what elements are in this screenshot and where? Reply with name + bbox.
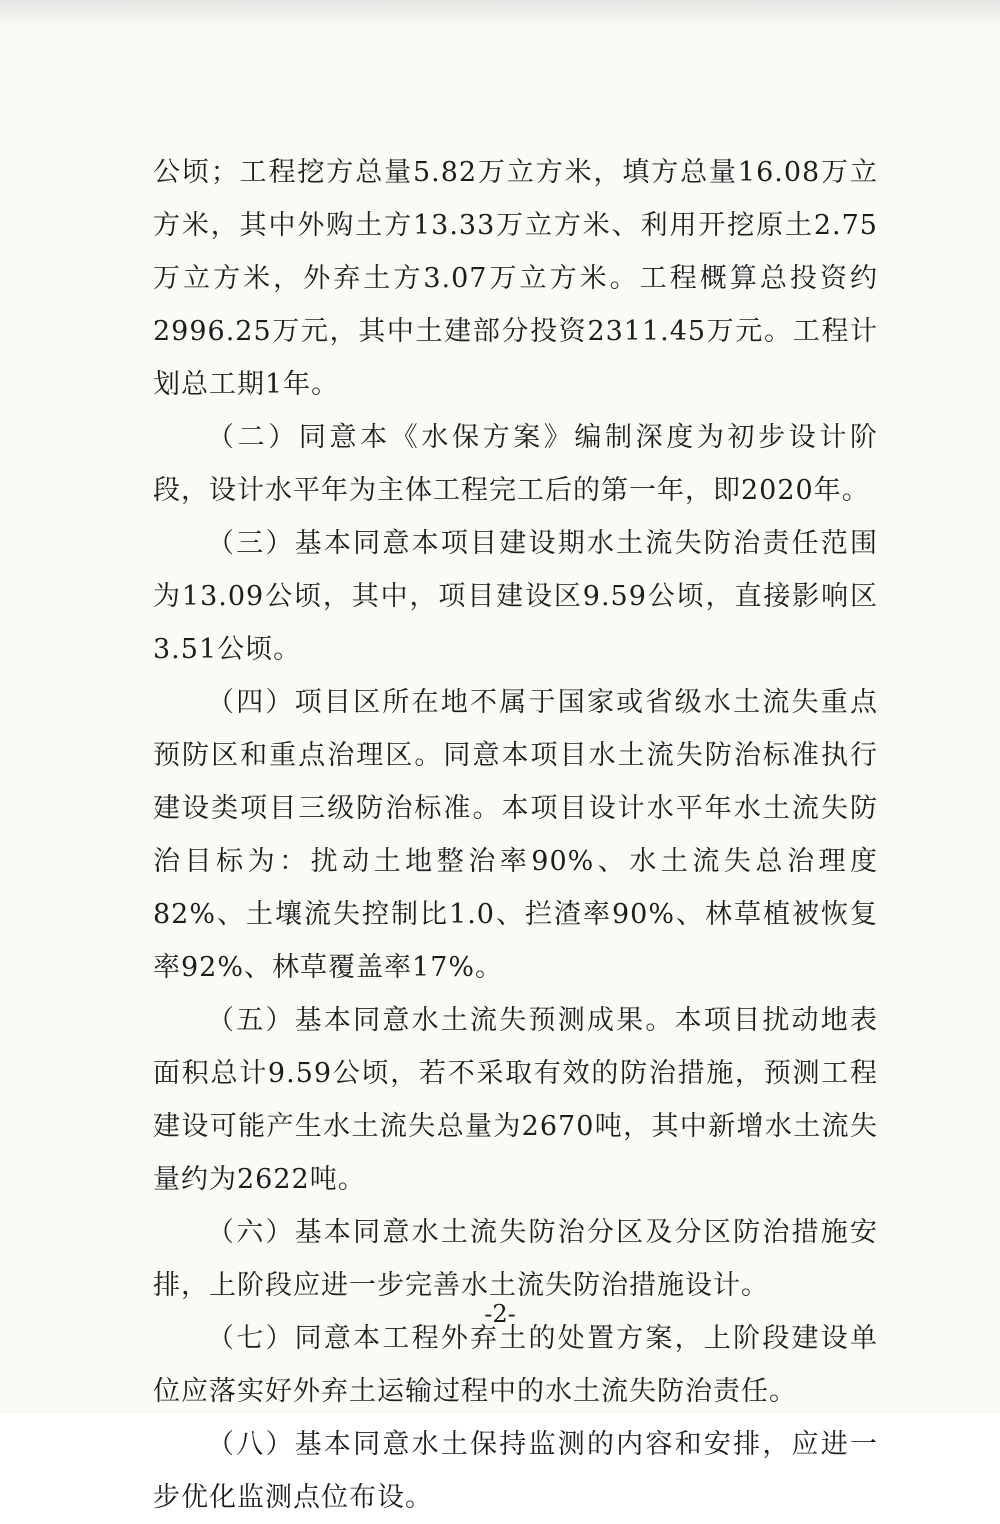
paragraph-item-2: （二）同意本《水保方案》编制深度为初步设计阶段，设计水平年为主体工程完工后的第一年，即2020年。 bbox=[153, 422, 878, 506]
page-number: -2- bbox=[484, 1300, 516, 1328]
paragraph-item-5: （五）基本同意水土流失预测成果。本项目扰动地表面积总计9.59公顷，若不采取有效的防治措施，预测工程建设可能产生水土流失总量为2670吨，其中新增水土流失量约为2622吨。 bbox=[153, 1005, 878, 1195]
paragraph-item-7: （七）同意本工程外弃土的处置方案，上阶段建设单位应落实好外弃土运输过程中的水土流失防治责任。 bbox=[153, 1323, 878, 1407]
paragraph-continuation: 公顷；工程挖方总量5.82万立方米，填方总量16.08万立方米，其中外购土方13.33万立方米、利用开挖原土2.75万立方米，外弃土方3.07万立方米。工程概算总投资约2996.25万元，其中土建部分投资2311.45万元。工程计划总工期1年。 bbox=[153, 157, 878, 400]
paragraph-item-6: （六）基本同意水土流失防治分区及分区防治措施安排，上阶段应进一步完善水土流失防治措施设计。 bbox=[153, 1217, 878, 1301]
scan-edge-shadow bbox=[0, 0, 1000, 28]
paragraph-item-8: （八）基本同意水土保持监测的内容和安排，应进一步优化监测点位布设。 bbox=[153, 1429, 878, 1513]
paragraph-item-4: （四）项目区所在地不属于国家或省级水土流失重点预防区和重点治理区。同意本项目水土流失防治标准执行建设类项目三级防治标准。本项目设计水平年水土流失防治目标为：扰动土地整治率90%、水土流失总治理度82%、土壤流失控制比1.0、拦渣率90%、林草植被恢复率92%、林草覆盖率17%。 bbox=[153, 687, 878, 983]
paragraph-item-3: （三）基本同意本项目建设期水土流失防治责任范围为13.09公顷，其中，项目建设区9.59公顷，直接影响区3.51公顷。 bbox=[153, 528, 878, 665]
